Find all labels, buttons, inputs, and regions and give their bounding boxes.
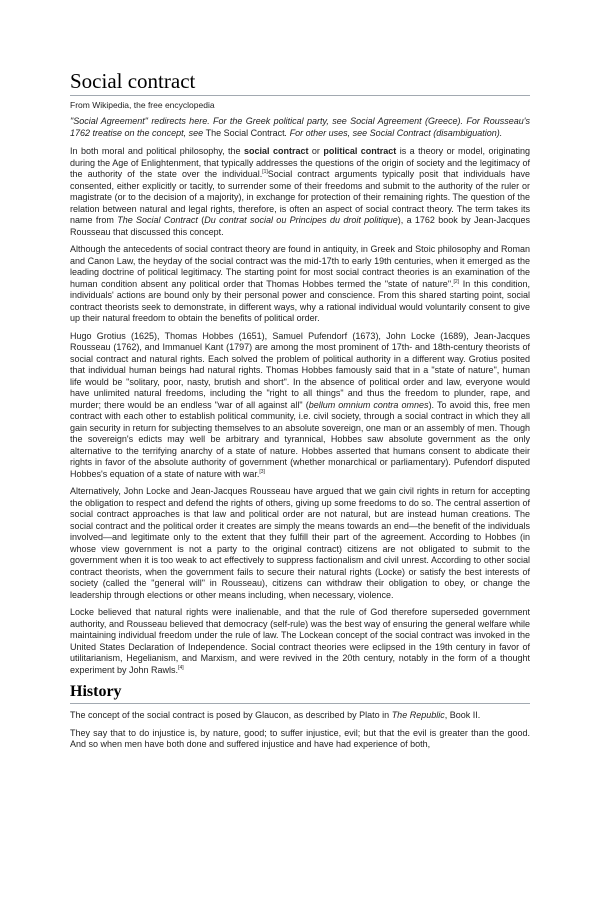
bold-term: social contract xyxy=(244,146,309,156)
text-run: ). To avoid this, free men contract with each other to establish political community, i.e. civil society, through a social contract in which they all gain security in return for subjecting themselves to an absolute sovereign, one man or an assembly of men. Though the sovereign's edicts may well be arbitrary and tyrannical, Hobbes saw absolute government as the only alternative to the terrifying anarchy of a state of nature. Hobbes asserted that humans consent to abdicate their rights in favor of the absolute authority of government (whether monarchical or parliamentary). Pufendorf disputed Hobbes's equation of a state of nature with war. xyxy=(70,399,530,479)
text-run: In both moral and political philosophy, the xyxy=(70,146,244,156)
hatnote xyxy=(70,116,530,139)
text-run: or xyxy=(308,146,324,156)
italic-title: Du contrat social ou Principes du droit politique xyxy=(204,215,398,225)
text-run: Locke believed that natural rights were inalienable, and that the rule of God therefore superseded government authority, and Rousseau believed that democracy (self-rule) was the best way of ensuring the general welfare while maintaining individual freedom under the rule of law. The Lockean concept of the social contract was invoked in the United States Declaration of Independence. Social contract theories were eclipsed in the 19th century in favor of utilitarianism, Hegelianism, and Marxism, and were revived in the 20th century, notably in the form of a thought experiment by John Rawls. xyxy=(70,607,530,675)
text-run: ), a 1762 book by Jean-Jacques Rousseau that discussed this concept. xyxy=(70,215,531,237)
text-run: Although the antecedents of social contract theory are found in antiquity, in Greek and Stoic philosophy and Roman and Canon Law, the heyday of the social contract was the mid-17th to early 19th centuries, when it emerged as the leading doctrine of political legitimacy. The starting point for most social contract theories is an examination of the human condition absent any political order that Thomas Hobbes termed the "state of nature". xyxy=(70,244,530,289)
italic-phrase: bellum omnium contra omnes xyxy=(308,399,429,410)
bold-term: political contract xyxy=(323,146,397,156)
article xyxy=(70,60,530,757)
paragraph-theorists xyxy=(70,331,530,481)
text-run: Alternatively, John Locke and Jean-Jacques Rousseau have argued that we gain civil rights in return for accepting the obligation to respect and defend the rights of others, giving up some freedoms to do so. The central assertion of social contract approaches is that law and political order are not natural, but are instead human creations. The social contract and the political order it creates are simply the means towards an end—the benefit of the individuals involved—and legitimate only to the extent that they fulfill their part of the agreement. According to Hobbes (in whose view government is not a party to the original contract) citizens are not obligated to submit to the government when it is too weak to act effectively to suppress factionalism and civil unrest. According to other social contract theorists, when the government fails to secure their natural rights (Locke) or satisfy the best interests of society (called the "general will" in Rousseau), citizens can withdraw their obligation to obey, or change the leadership through elections or other means including, when necessary, violence. xyxy=(70,486,530,600)
text-run: Hugo Grotius (1625), Thomas Hobbes (1651), Samuel Pufendorf (1673), John Locke (1689), Jean-Jacques Rousseau (1762), and Immanuel Kant (1797) are among the most prominent of 17th- and 18th-century theorists of social contract and natural rights. Each solved the problem of political authority in a different way. Grotius posited that individual human beings had natural rights. Thomas Hobbes famously said that in a "state of nature", human life would be "solitary, poor, nasty, brutish and short". In the absence of political order and law, everyone would have unlimited natural freedoms, including the "right to all things" and thus the freedom to plunder, rape, and murder; there would be an endless "war of all against all" ( xyxy=(70,330,530,410)
citation-ref[interactable]: [4] xyxy=(178,664,184,671)
paragraph-locke-rousseau xyxy=(70,486,530,601)
hatnote-work: The Social Contract xyxy=(205,127,285,138)
citation-ref[interactable]: [2] xyxy=(453,278,460,285)
italic-title: The Republic xyxy=(391,710,445,720)
paragraph-history-1 xyxy=(70,710,530,722)
text-run: The concept of the social contract is posed by Glaucon, as described by Plato in xyxy=(70,710,392,720)
page-title: Social contract xyxy=(70,68,530,96)
text-run: Social contract arguments typically posit that individuals have consented, either explicitly or tacitly, to surrender some of their freedoms and submit to the authority of the ruler or magistrate (or to the decision of a majority), in exchange for protection of their remaining rights. The question of the relation between natural and legal rights, therefore, is often an aspect of social contract theory. The term takes its name from xyxy=(70,169,531,225)
text-run: ( xyxy=(197,215,205,225)
paragraph-antecedents xyxy=(70,244,530,325)
text-run: In this condition, individuals' actions are bound only by their personal power and conscience. From this shared starting point, social contract theorists seek to demonstrate, in different ways, why a rational individual would voluntarily consent to give up their natural freedom to obtain the benefits of political order. xyxy=(70,278,530,323)
italic-title: The Social Contract xyxy=(117,215,198,225)
paragraph-intro xyxy=(70,146,530,238)
paragraph-history-2: They say that to do injustice is, by nature, good; to suffer injustice, evil; but that the evil is greater than the good. And so when men have both done and suffered injustice and have had experience of both, xyxy=(70,727,530,749)
paragraph-natural-rights xyxy=(70,607,530,676)
text-run: is a theory or model, originating during the Age of Enlightenment, that typically addresses the questions of the origin of society and the legitimacy of the authority of the state over the individual. xyxy=(70,146,530,179)
section-heading-history: History xyxy=(70,682,530,704)
citation-ref[interactable]: [3] xyxy=(259,468,265,475)
tagline: From Wikipedia, the free encyclopedia xyxy=(70,100,215,110)
hatnote-text-1: "Social Agreement" redirects here. For the Greek political party, see Social Agreement (Greece). For Rousseau's 1762 treatise on the concept, see xyxy=(70,116,530,138)
citation-ref[interactable]: [1] xyxy=(262,169,268,175)
hatnote-text-2: . For other uses, see Social Contract (disambiguation). xyxy=(284,127,503,138)
text-run: , Book II. xyxy=(444,710,481,720)
